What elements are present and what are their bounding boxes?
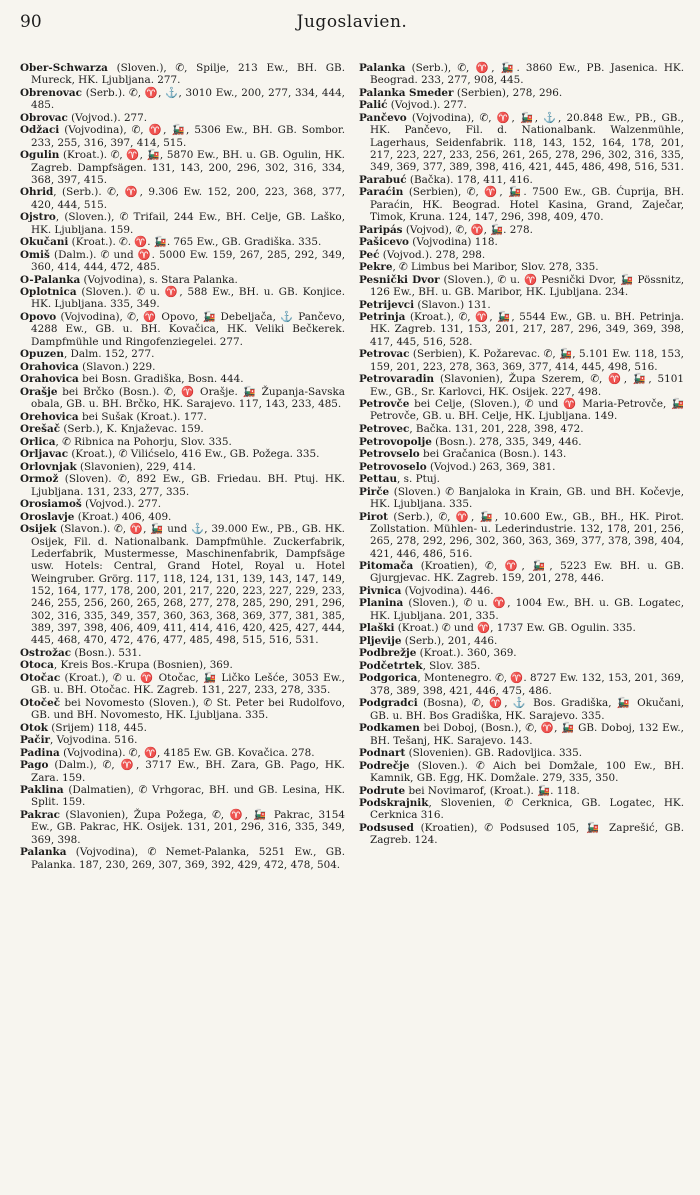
- place-name: Paklina: [20, 784, 64, 797]
- directory-entry: [359, 622, 684, 634]
- place-name: Palanka: [359, 62, 406, 74]
- directory-columns: [20, 62, 684, 871]
- directory-entry: [20, 511, 345, 523]
- directory-entry: [359, 697, 684, 722]
- place-name: Opovo: [20, 310, 57, 323]
- directory-entry: [20, 112, 345, 124]
- entry-details: (Serb.), 201, 446.: [401, 634, 498, 647]
- place-name: Podbrežje: [359, 647, 417, 660]
- entry-details: (Dalm.), ✆, ♈, 3717 Ew., BH. Zara, GB. Pago, HK. Zara. 159.: [31, 759, 345, 784]
- entry-details: (Serb.), K. Knjaževac. 159.: [60, 423, 204, 436]
- place-name: Otok: [20, 721, 48, 734]
- entry-details: bei Gračanica (Bosn.). 143.: [419, 448, 567, 461]
- entry-details: (Sloven.). ✆ u. ♈, 588 Ew., BH. u. GB. Konjice. HK. Ljubljana. 335, 349.: [31, 286, 345, 311]
- place-name: Podnart: [359, 747, 406, 760]
- directory-entry: [20, 697, 345, 722]
- page-header: [20, 10, 684, 40]
- place-name: Obrovac: [20, 111, 68, 124]
- place-name: Podkamen: [359, 722, 420, 735]
- directory-entry: [359, 398, 684, 423]
- directory-entry: [20, 386, 345, 411]
- entry-details: (Vojvod.). 278, 298.: [379, 248, 486, 261]
- entry-details: bei Sušak (Kroat.). 177.: [78, 410, 207, 423]
- place-name: Petrovac: [359, 348, 410, 361]
- place-name: Pašicevo: [359, 236, 409, 249]
- entry-details: bei Doboj, (Bosn.), ✆, ♈, 🚂 GB. Doboj, 132 Ew., BH. Tešanj, HK. Sarajevo. 143.: [370, 722, 684, 747]
- entry-details: (Kroat.). ✆. ♈. 🚂. 765 Ew., GB. Gradiška. 335.: [68, 236, 322, 249]
- entry-details: (Slavon.). ✆, ♈, 🚂 und ⚓, 39.000 Ew., PB., GB. HK. Osijek, Fil. d. Nationalbank. Dampfmühle. Zuckerfabrik, Lederfabrik, Mustermesse, Maschinenfabrik, Dampfsäge usw. Hotels: Central, Grand Hotel, Royal u. Hotel Weingruber. Grörg. 117, 118, 124, 131, 139, 143, 147, 149, 152, 164, 177, 178, 200, 201, 217, 220, 223, 227, 229, 233, 246, 255, 256, 260, 265, 268, 277, 278, 285, 290, 291, 296, 302, 316, 335, 349, 357, 360, 363, 368, 369, 377, 381, 385, 389, 397, 398, 406, 409, 411, 414, 416, 420, 425, 427, 444, 445, 468, 470, 472, 476, 477, 485, 498, 515, 516, 531.: [31, 523, 345, 647]
- entry-details: (Vojvodina), ✆, ♈ Opovo, 🚂 Debeljača, ⚓ Pančevo, 4288 Ew., GB. u. BH. Kovačica, HK. Veliki Bečkerek. Dampfmühle und Ringofenziegelei. 277.: [31, 310, 345, 348]
- page-title: Jugoslavien.: [296, 12, 408, 32]
- entry-details: (Serbien), ✆, ♈, 🚂. 7500 Ew., GB. Ćuprija, BH. Paraćin, HK. Beograd. Hotel Kasina, Grand, Zaječar, Timok, Kruna. 124, 147, 296, 398, 409, 470.: [370, 186, 684, 224]
- directory-entry: [359, 423, 684, 435]
- directory-entry: [20, 448, 345, 460]
- entry-details: (Bosna), ✆, ♈, ⚓ Bos. Gradiška, 🚂 Okučani, GB. u. BH. Bos Gradiška, HK. Sarajevo. 335.: [370, 697, 684, 722]
- place-name: Otoca: [20, 659, 54, 672]
- entry-details: (Vojvod.). 277.: [387, 99, 467, 112]
- place-name: Podgorica: [359, 672, 418, 685]
- entry-details: (Bačka). 178, 411, 416.: [406, 173, 533, 186]
- entry-details: , Slov. 385.: [422, 659, 481, 672]
- place-name: Orahovica: [20, 373, 79, 386]
- directory-entry: [20, 286, 345, 311]
- entry-details: , ✆ Limbus bei Maribor, Slov. 278, 335.: [392, 261, 599, 274]
- directory-entry: [359, 186, 684, 223]
- entry-details: (Serb.), ✆, ♈, 🚂. 3860 Ew., PB. Jasenica. HK. Beograd. 233, 277, 908, 445.: [370, 62, 684, 87]
- page-number: 90: [20, 12, 42, 32]
- directory-entry: [359, 274, 684, 299]
- directory-entry: [20, 809, 345, 846]
- entry-details: (Dalmatien), ✆ Vrhgorac, BH. und GB. Lesina, HK. Split. 159.: [31, 784, 345, 809]
- place-name: Planina: [359, 597, 404, 610]
- entry-details: (Kroatien), ✆, ♈, 🚂, 5223 Ew. BH. u. GB. Gjurgjevac. HK. Zagreb. 159, 201, 278, 446.: [370, 560, 684, 585]
- entry-details: (Kroat.). ✆, ♈, 🚂, 5870 Ew., BH. u. GB. Ogulin, HK. Zagreb. Dampfsägen. 131, 143, 200, 296, 302, 316, 334, 368, 397, 415.: [31, 149, 345, 186]
- directory-entry: [359, 261, 684, 273]
- directory-entry: [359, 461, 684, 473]
- directory-entry: [359, 822, 684, 847]
- entry-details: (Bosn.). 531.: [71, 646, 142, 659]
- directory-entry: [20, 311, 345, 348]
- entry-details: (Slavonien), 229, 414.: [76, 460, 196, 473]
- directory-entry: [20, 373, 345, 385]
- entry-details: , Slovenien, ✆ Cerknica, GB. Logatec, HK. Cerknica 316.: [370, 797, 684, 822]
- directory-entry: [359, 511, 684, 560]
- entry-details: (Serbien), 278, 296.: [453, 86, 563, 99]
- entry-details: (Vojvodina). ✆, ♈, 4185 Ew. GB. Kovačica. 278.: [59, 746, 315, 759]
- directory-entry: [20, 473, 345, 498]
- directory-entry: [359, 486, 684, 511]
- directory-entry: [20, 846, 345, 871]
- place-name: Orlovnjak: [20, 460, 77, 473]
- directory-entry: [359, 747, 684, 759]
- place-name: Petrovselo: [359, 448, 420, 461]
- directory-entry: [20, 186, 345, 211]
- entry-details: (Vojvod.) 263, 369, 381.: [426, 460, 556, 473]
- place-name: Paripás: [359, 223, 403, 236]
- entry-details: (Sloven.), ✆ u. ♈ Pesnički Dvor, 🚂 Pössnitz, 126 Ew., BH. u. GB. Maribor, HK. Ljubljana. 234.: [370, 273, 685, 299]
- entry-details: (Vojvodina), ✆, ♈, 🚂, ⚓, 20.848 Ew., PB., GB., HK. Pančevo, Fil. d. Nationalbank. Walzenmühle, Lagerhaus, Seidenfabrik. 118, 143, 152, 164, 178, 201, 217, 223, 227, 233, 256, 261, 265, 278, 296, 302, 316, 335, 349, 369, 377, 389, 398, 416, 421, 445, 486, 498, 516, 531.: [370, 111, 684, 174]
- directory-entry: [20, 348, 345, 360]
- place-name: Odžaci: [20, 124, 60, 137]
- place-name: Ojstro: [20, 211, 56, 224]
- place-name: Orehovica: [20, 410, 79, 423]
- place-name: Podrečje: [359, 759, 410, 772]
- entry-details: (Vojvodina), s. Stara Palanka.: [80, 273, 238, 286]
- entry-details: bei Celje, (Sloven.), ✆ und ♈ Maria-Petrovče, 🚂 Petrovče, GB. u. BH. Celje, HK. Ljubljana. 149.: [370, 398, 684, 423]
- directory-entry: [20, 274, 345, 286]
- directory-entry: [359, 112, 684, 174]
- place-name: Ober-Schwarza: [20, 62, 108, 74]
- directory-entry: [20, 759, 345, 784]
- place-name: Padina: [20, 746, 60, 759]
- directory-entry: [20, 498, 345, 510]
- directory-entry: [359, 299, 684, 311]
- entry-details: , ✆ Ribnica na Pohorju, Slov. 335.: [55, 435, 232, 448]
- entry-details: (Sloven.), ✆ u. ♈, 1004 Ew., BH. u. GB. Logatec, HK. Ljubljana. 201, 335.: [370, 597, 684, 622]
- place-name: Pekre: [359, 261, 393, 274]
- place-name: Pačir: [20, 734, 51, 747]
- entry-details: (Vojvodina). 446.: [401, 584, 494, 597]
- place-name: Ostrožac: [20, 646, 72, 659]
- directory-entry: [359, 99, 684, 111]
- entry-details: (Sloven). ✆, 892 Ew., GB. Friedau. BH. Ptuj. HK. Ljubljana. 131, 233, 277, 335.: [31, 473, 345, 498]
- entry-details: , Montenegro. ✆, ♈. 8727 Ew. 132, 153, 201, 369, 378, 389, 398, 421, 446, 475, 486.: [370, 672, 684, 697]
- directory-entry: [359, 87, 684, 99]
- entry-details: bei Brčko (Bosn.). ✆, ♈ Orašje. 🚂 Županja-Savska obala, GB. u. BH. Brčko, HK. Sarajevo. 117, 143, 233, 485.: [31, 385, 345, 411]
- place-name: Pettau: [359, 473, 398, 486]
- entry-details: , Vojvodina. 516.: [50, 734, 138, 747]
- directory-entry: [359, 236, 684, 248]
- entry-details: , (Sloven.), ✆ Trifail, 244 Ew., BH. Celje, GB. Laško, HK. Ljubljana. 159.: [31, 211, 345, 236]
- directory-entry: [359, 174, 684, 186]
- place-name: Paraćin: [359, 186, 404, 199]
- place-name: Pesnički Dvor: [359, 273, 440, 286]
- directory-entry: [359, 635, 684, 647]
- place-name: Podsused: [359, 821, 414, 834]
- place-name: Pljevije: [359, 634, 402, 647]
- entry-details: (Kroatien), ✆ Podsused 105, 🚂 Zaprešić, GB. Zagreb. 124.: [370, 821, 684, 847]
- place-name: Pančevo: [359, 111, 407, 124]
- directory-entry: [20, 62, 345, 87]
- place-name: Osijek: [20, 523, 57, 536]
- directory-entry: [359, 785, 684, 797]
- place-name: Orašje: [20, 385, 58, 398]
- place-name: Pirot: [359, 510, 388, 523]
- directory-entry: [20, 659, 345, 671]
- place-name: Ogulin: [20, 149, 60, 162]
- place-name: Palanka: [20, 846, 67, 859]
- directory-entry: [20, 411, 345, 423]
- directory-entry: [20, 647, 345, 659]
- directory-entry: [20, 784, 345, 809]
- directory-entry: [20, 87, 345, 112]
- directory-entry: [359, 722, 684, 747]
- entry-details: , s. Ptuj.: [397, 473, 440, 486]
- place-name: Pago: [20, 759, 49, 772]
- place-name: Okučani: [20, 236, 69, 249]
- entry-details: (Slavonien), Župa Požega, ✆, ♈, 🚂 Pakrac, 3154 Ew., GB. Pakrac, HK. Osijek. 131, 201, 296, 316, 335, 349, 369, 398.: [31, 809, 345, 846]
- entry-details: (Serbien), K. Požarevac. ✆, 🚂, 5.101 Ew. 118, 153, 159, 201, 223, 278, 363, 369, 377, 414, 445, 498, 516.: [370, 348, 684, 373]
- directory-entry: [359, 311, 684, 348]
- entry-details: (Vojvodina) 118.: [408, 236, 498, 249]
- directory-entry: [20, 436, 345, 448]
- directory-entry: [359, 348, 684, 373]
- place-name: Oplotnica: [20, 286, 77, 299]
- place-name: Parabuć: [359, 173, 407, 186]
- place-name: Pakrac: [20, 809, 60, 821]
- place-name: Orešač: [20, 423, 61, 436]
- place-name: Petrovopolje: [359, 435, 432, 448]
- place-name: Obrenovac: [20, 86, 82, 99]
- place-name: Petrovoselo: [359, 460, 427, 473]
- entry-details: (Kroat.) ✆ und ♈, 1737 Ew. GB. Ogulin. 335.: [394, 622, 636, 635]
- directory-entry: [20, 149, 345, 186]
- directory-entry: [359, 373, 684, 398]
- directory-entry: [20, 461, 345, 473]
- entry-details: (Kroat.), ✆ u. ♈ Otočac, 🚂 Ličko Lešće, 3053 Ew., GB. u. BH. Otočac. HK. Zagreb. 131, 227, 233, 278, 335.: [31, 671, 345, 697]
- directory-entry: [359, 249, 684, 261]
- directory-entry: [359, 660, 684, 672]
- entry-details: , (Serb.). ✆, ♈, 9.306 Ew. 152, 200, 223, 368, 377, 420, 444, 515.: [31, 186, 345, 211]
- entry-details: (Dalm.). ✆ und ♈. 5000 Ew. 159, 267, 285, 292, 349, 360, 414, 444, 472, 485.: [31, 248, 345, 273]
- place-name: Petrovče: [359, 398, 410, 411]
- directory-entry: [359, 224, 684, 236]
- place-name: Oroslavje: [20, 510, 75, 523]
- directory-entry: [20, 423, 345, 435]
- place-name: Podrute: [359, 784, 406, 797]
- directory-entry: [20, 361, 345, 373]
- entry-details: bei Bosn. Gradiška, Bosn. 444.: [78, 373, 244, 386]
- entry-details: (Slavon.) 229.: [78, 360, 156, 373]
- entry-details: (Vojvod.). 277.: [67, 111, 148, 124]
- entry-details: bei Novomesto (Sloven.), ✆ St. Peter bei Rudolfovo, GB. und BH. Novomesto, HK. Ljubljana. 335.: [31, 696, 345, 722]
- place-name: Ohrid: [20, 186, 54, 199]
- directory-entry: [20, 722, 345, 734]
- entry-details: (Slovenien). GB. Radovljica. 335.: [405, 747, 583, 760]
- entry-details: (Slavon.) 131.: [414, 298, 491, 311]
- place-name: Opuzen: [20, 348, 64, 361]
- directory-entry: [20, 211, 345, 236]
- directory-entry: [20, 672, 345, 697]
- entry-details: (Kroat.), ✆ Vilićselo, 416 Ew., GB. Požega. 335.: [68, 448, 320, 461]
- entry-details: , Kreis Bos.-Krupa (Bosnien), 369.: [53, 659, 233, 672]
- place-name: Otočac: [20, 671, 61, 684]
- directory-entry: [20, 747, 345, 759]
- entry-details: , Dalm. 152, 277.: [63, 348, 155, 361]
- place-name: Podgradci: [359, 697, 418, 710]
- place-name: Otočeč: [20, 696, 61, 709]
- entry-details: (Vojvod.). 277.: [81, 498, 162, 511]
- directory-entry: [359, 448, 684, 460]
- entry-details: (Serb.), ✆, ♈, 🚂, 10.600 Ew., GB., BH., HK. Pirot. Zollstation. Mühlen- u. Lederindustrie. 132, 178, 201, 256, 265, 278, 292, 296, 302, 360, 363, 369, 377, 378, 398, 404, 421, 446, 486, 516.: [370, 510, 684, 560]
- directory-entry: [20, 236, 345, 248]
- directory-entry: [20, 249, 345, 274]
- place-name: Petrinja: [359, 311, 406, 324]
- entry-details: (Srijem) 118, 445.: [47, 721, 147, 734]
- place-name: Orlica: [20, 435, 56, 448]
- place-name: Ormož: [20, 473, 59, 486]
- place-name: Podčetrtek: [359, 659, 423, 672]
- directory-entry: [359, 436, 684, 448]
- place-name: Orljavac: [20, 448, 69, 461]
- place-name: Palanka Smeder: [359, 86, 454, 99]
- directory-entry: [20, 734, 345, 746]
- directory-entry: [359, 560, 684, 585]
- directory-entry: [359, 585, 684, 597]
- entry-details: (Vojvod), ✆, ♈, 🚂. 278.: [402, 223, 533, 236]
- place-name: Pitomača: [359, 560, 414, 573]
- entry-details: (Bosn.). 278, 335, 349, 446.: [431, 435, 582, 448]
- entry-details: , Bačka. 131, 201, 228, 398, 472.: [409, 422, 584, 435]
- entry-details: bei Novimarof, (Kroat.). 🚂. 118.: [405, 784, 580, 797]
- entry-details: (Sloven.) ✆ Banjaloka in Krain, GB. und BH. Kočevje, HK. Ljubljana. 335.: [370, 485, 684, 510]
- place-name: Pirče: [359, 485, 390, 498]
- place-name: Peć: [359, 248, 380, 261]
- entry-details: (Kroat.). 360, 369.: [416, 647, 517, 660]
- place-name: Omiš: [20, 248, 50, 261]
- place-name: Orahovica: [20, 360, 79, 373]
- left-column: [20, 62, 345, 871]
- right-column: [359, 62, 684, 871]
- directory-entry: [20, 523, 345, 646]
- directory-entry: [359, 672, 684, 697]
- place-name: Petrovaradin: [359, 373, 435, 386]
- directory-entry: [359, 647, 684, 659]
- entry-details: (Sloven.), ✆, Spilje, 213 Ew., BH. GB. Mureck, HK. Ljubljana. 277.: [31, 62, 345, 87]
- place-name: Orosiamoš: [20, 498, 82, 511]
- directory-entry: [359, 597, 684, 622]
- entry-details: (Vojvodina), ✆, ♈, 🚂, 5306 Ew., BH. GB. Sombor. 233, 255, 316, 397, 414, 515.: [31, 124, 345, 149]
- place-name: Petrovec: [359, 422, 410, 435]
- place-name: O-Palanka: [20, 273, 81, 286]
- entry-details: (Serb.). ✆, ♈, ⚓, 3010 Ew., 200, 277, 334, 444, 485.: [31, 86, 345, 112]
- entry-details: (Sloven.). ✆ Aich bei Domžale, 100 Ew., BH. Kamnik, GB. Egg, HK. Domžale. 279, 335, 350.: [370, 759, 684, 784]
- entry-details: (Kroat.), ✆, ♈, 🚂, 5544 Ew., GB. u. BH. Petrinja. HK. Zagreb. 131, 153, 201, 217, 287, 296, 349, 369, 398, 417, 445, 516, 528.: [370, 311, 684, 348]
- directory-entry: [359, 797, 684, 822]
- directory-entry: [359, 760, 684, 785]
- directory-entry: [359, 62, 684, 87]
- entry-details: (Slavonien), Župa Szerem, ✆, ♈, 🚂, 5101 Ew., GB., Sr. Karlovci, HK. Osijek. 227, 498.: [370, 373, 684, 398]
- place-name: Plaški: [359, 622, 395, 635]
- place-name: Pivnica: [359, 584, 402, 597]
- entry-details: (Vojvodina), ✆ Nemet-Palanka, 5251 Ew., GB. Palanka. 187, 230, 269, 307, 369, 392, 429, 472, 478, 504.: [31, 846, 345, 871]
- place-name: Podskrajnik: [359, 797, 429, 810]
- entry-details: (Kroat.) 406, 409.: [74, 510, 172, 523]
- place-name: Palić: [359, 99, 388, 112]
- directory-entry: [359, 473, 684, 485]
- directory-entry: [20, 124, 345, 149]
- place-name: Petrijevci: [359, 298, 415, 311]
